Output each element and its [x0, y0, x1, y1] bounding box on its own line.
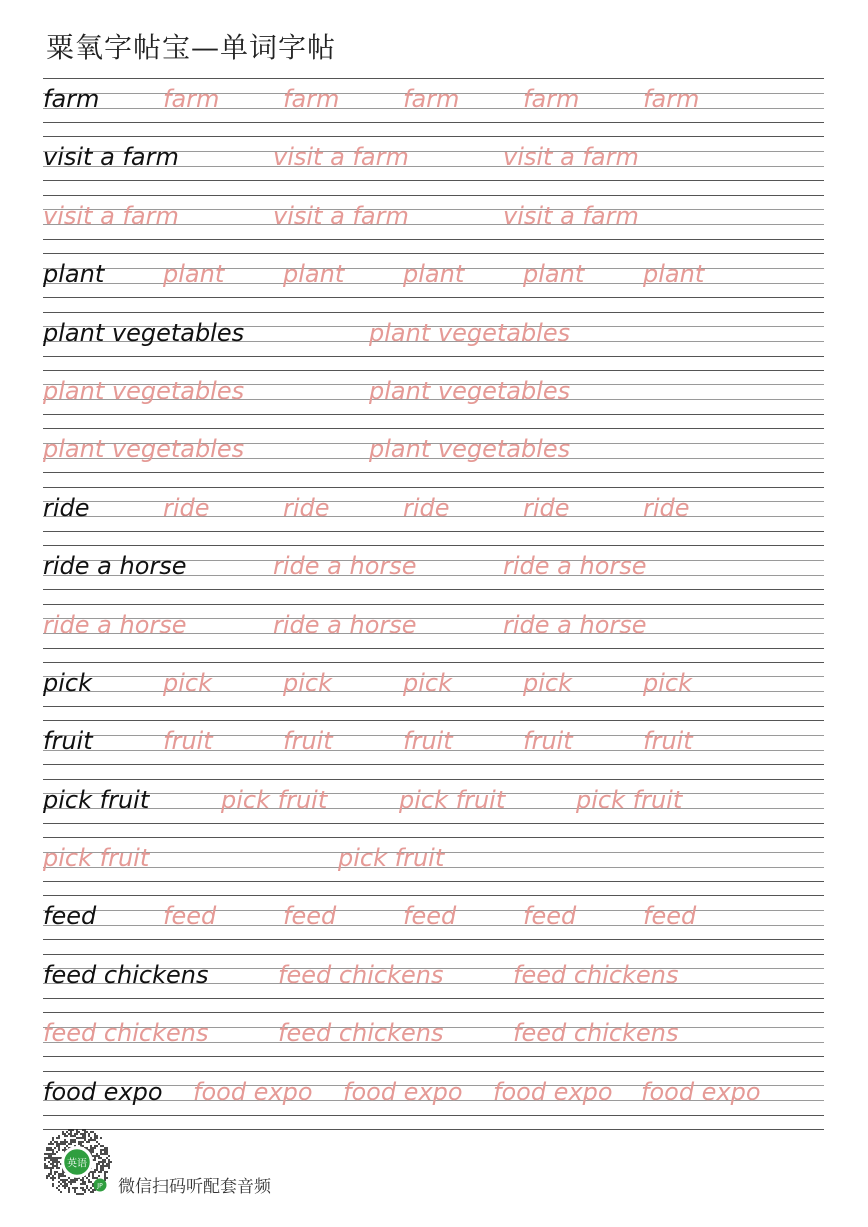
- trace-word: feed chickens: [513, 1019, 679, 1048]
- model-word: fruit: [43, 727, 93, 756]
- trace-word: food expo: [493, 1077, 613, 1106]
- trace-word: visit a farm: [503, 201, 639, 230]
- trace-word: plant vegetables: [43, 376, 245, 405]
- trace-word: pick: [403, 668, 452, 697]
- trace-word: pick fruit: [43, 844, 150, 873]
- trace-word: farm: [643, 85, 700, 113]
- guide-line: [43, 706, 824, 707]
- guide-line: [43, 312, 824, 313]
- trace-word: pick fruit: [576, 785, 683, 814]
- trace-word: plant: [523, 260, 585, 289]
- handwriting-sheet: [43, 78, 824, 1130]
- trace-word: ride a horse: [43, 610, 187, 639]
- trace-word: plant vegetables: [369, 435, 571, 464]
- guide-line: [43, 895, 824, 896]
- writing-row: [43, 136, 824, 194]
- model-word: pick: [43, 668, 92, 697]
- guide-line: [43, 78, 824, 79]
- trace-word: food expo: [641, 1077, 761, 1106]
- trace-word: feed: [163, 902, 217, 931]
- model-word: food expo: [43, 1077, 163, 1106]
- model-word: visit a farm: [43, 143, 179, 172]
- trace-word: fruit: [403, 727, 453, 756]
- model-word: farm: [43, 85, 100, 113]
- trace-word: plant: [283, 260, 345, 289]
- guide-line: [43, 472, 824, 473]
- writing-row: [43, 487, 824, 545]
- guide-line: [43, 881, 824, 882]
- writing-row: [43, 253, 824, 311]
- trace-word: pick fruit: [221, 785, 328, 814]
- trace-word: plant vegetables: [369, 376, 571, 405]
- guide-line: [43, 1056, 824, 1057]
- writing-row: [43, 954, 824, 1012]
- trace-word: ride a horse: [273, 552, 417, 581]
- trace-word: pick fruit: [338, 844, 445, 873]
- writing-row: [43, 720, 824, 778]
- model-word: ride a horse: [43, 552, 187, 581]
- trace-word: farm: [283, 85, 340, 113]
- guide-line: [43, 428, 824, 429]
- model-word: feed chickens: [43, 960, 209, 989]
- trace-word: ride a horse: [273, 610, 417, 639]
- writing-row: [43, 78, 824, 136]
- guide-line: [43, 1129, 824, 1130]
- guide-line: [43, 195, 824, 196]
- trace-word: ride: [163, 493, 210, 522]
- guide-line: [43, 604, 824, 605]
- trace-word: food expo: [343, 1077, 463, 1106]
- guide-line: [43, 954, 824, 955]
- trace-word: fruit: [523, 727, 573, 756]
- trace-word: feed: [283, 902, 337, 931]
- writing-row: [43, 779, 824, 837]
- model-word: plant: [43, 260, 105, 289]
- trace-word: fruit: [643, 727, 693, 756]
- trace-word: ride: [643, 493, 690, 522]
- guide-line: [43, 662, 824, 663]
- guide-line: [43, 589, 824, 590]
- trace-word: pick: [643, 668, 692, 697]
- guide-line: [43, 837, 824, 838]
- guide-line: [43, 297, 824, 298]
- trace-word: feed chickens: [278, 1019, 444, 1048]
- guide-line: [43, 122, 824, 123]
- model-word: plant vegetables: [43, 318, 245, 347]
- writing-row: [43, 662, 824, 720]
- trace-word: feed chickens: [43, 1019, 209, 1048]
- writing-row: [43, 195, 824, 253]
- page-title: 粟氧字帖宝—单词字帖: [46, 31, 337, 64]
- guide-line: [43, 370, 824, 371]
- writing-row: [43, 312, 824, 370]
- guide-line: [43, 253, 824, 254]
- trace-word: fruit: [163, 727, 213, 756]
- guide-line: [43, 1012, 824, 1013]
- trace-word: feed: [403, 902, 457, 931]
- trace-word: pick: [523, 668, 572, 697]
- guide-line: [43, 720, 824, 721]
- writing-row: [43, 545, 824, 603]
- guide-line: [43, 136, 824, 137]
- trace-word: visit a farm: [273, 201, 409, 230]
- guide-line: [43, 648, 824, 649]
- trace-word: ride: [523, 493, 570, 522]
- writing-row: [43, 370, 824, 428]
- trace-word: plant: [643, 260, 705, 289]
- trace-word: farm: [163, 85, 220, 113]
- trace-word: pick: [283, 668, 332, 697]
- qr-badge-label: 英语: [67, 1158, 87, 1170]
- model-word: ride: [43, 493, 90, 522]
- guide-line: [43, 180, 824, 181]
- trace-word: fruit: [283, 727, 333, 756]
- trace-word: pick: [163, 668, 212, 697]
- trace-word: plant vegetables: [43, 435, 245, 464]
- guide-line: [43, 764, 824, 765]
- trace-word: pick fruit: [399, 785, 506, 814]
- trace-word: plant: [163, 260, 225, 289]
- guide-line: [43, 1071, 824, 1072]
- model-word: pick fruit: [43, 785, 150, 814]
- guide-line: [43, 545, 824, 546]
- trace-word: visit a farm: [273, 143, 409, 172]
- trace-word: food expo: [193, 1077, 313, 1106]
- trace-word: feed chickens: [513, 960, 679, 989]
- writing-row: [43, 1012, 824, 1070]
- guide-line: [43, 998, 824, 999]
- trace-word: farm: [403, 85, 460, 113]
- trace-word: feed: [523, 902, 577, 931]
- guide-line: [43, 487, 824, 488]
- trace-word: ride a horse: [503, 610, 647, 639]
- trace-word: plant: [403, 260, 465, 289]
- writing-row: [43, 837, 824, 895]
- guide-line: [43, 239, 824, 240]
- model-word: feed: [43, 902, 97, 931]
- writing-row: [43, 1071, 824, 1129]
- trace-word: feed: [643, 902, 697, 931]
- trace-word: plant vegetables: [369, 318, 571, 347]
- trace-word: visit a farm: [43, 201, 179, 230]
- guide-line: [43, 356, 824, 357]
- trace-word: feed chickens: [278, 960, 444, 989]
- guide-line: [43, 939, 824, 940]
- trace-word: ride: [283, 493, 330, 522]
- trace-word: ride: [403, 493, 450, 522]
- trace-word: visit a farm: [503, 143, 639, 172]
- guide-line: [43, 1115, 824, 1116]
- writing-row: [43, 895, 824, 953]
- qr-code: [42, 1127, 112, 1197]
- guide-line: [43, 531, 824, 532]
- guide-line: [43, 823, 824, 824]
- trace-word: farm: [523, 85, 580, 113]
- guide-line: [43, 779, 824, 780]
- guide-line: [43, 414, 824, 415]
- writing-row: [43, 604, 824, 662]
- trace-word: ride a horse: [503, 552, 647, 581]
- qr-corner-label: JP: [97, 1182, 103, 1190]
- footer-caption: 微信扫码听配套音频: [118, 1177, 271, 1197]
- writing-row: [43, 428, 824, 486]
